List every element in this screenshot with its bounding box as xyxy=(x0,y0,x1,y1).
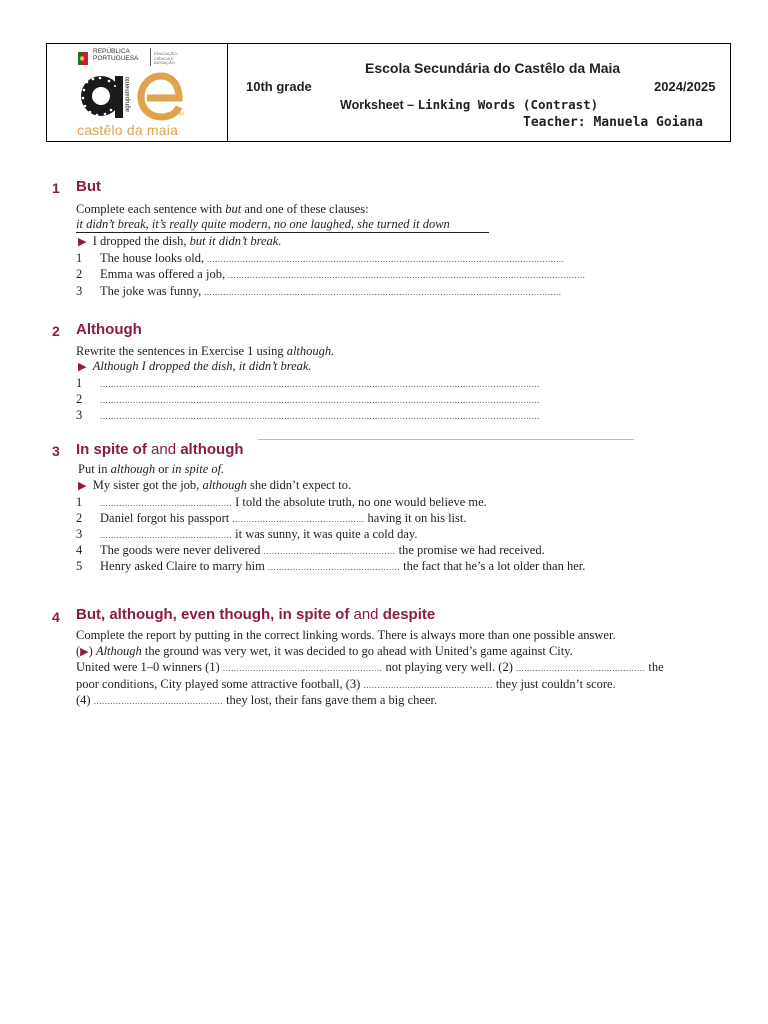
item-number: 2 xyxy=(76,511,83,525)
item-number: 1 xyxy=(76,376,83,390)
exercise-1-title: But xyxy=(76,178,101,195)
item-number: 4 xyxy=(76,543,83,557)
item-number: 1 xyxy=(76,495,83,509)
exercise-3-number: 3 xyxy=(52,443,60,459)
answer-blank[interactable]: ................................................ xyxy=(268,562,401,572)
exercise-3-example: ▶ My sister got the job, although she didn’t expect to. xyxy=(78,478,352,492)
answer-blank[interactable]: ................................................ xyxy=(100,498,232,508)
exercise-4-title: But, although, even though, in spite of and despite xyxy=(76,606,436,623)
item-number: 2 xyxy=(76,267,83,281)
item-number: 3 xyxy=(76,527,83,541)
blank-2[interactable]: ............................................... xyxy=(516,663,646,673)
list-item: Henry asked Claire to marry him ................................................ the fact that he’s a lot older than her. xyxy=(100,559,586,573)
answer-blank[interactable]: ................................................................................................................................................................ xyxy=(100,379,540,389)
exercise-2-title: Although xyxy=(76,321,142,338)
school-logo xyxy=(47,44,227,141)
item-number: 2 xyxy=(76,392,83,406)
exercise-3-instruction: Put in although or in spite of. xyxy=(78,462,225,476)
school-name: Escola Secundária do Castêlo da Maia xyxy=(365,60,621,76)
exercise-1-clauses: it didn’t break, it’s really quite modern, no one laughed, she turned it down xyxy=(76,217,450,231)
blank-4[interactable]: ............................................... xyxy=(93,696,223,706)
flag-icon xyxy=(78,52,88,65)
worksheet-title: Worksheet – Linking Words (Contrast) xyxy=(340,97,599,112)
answer-blank[interactable]: ................................................................................................................................................................ xyxy=(100,411,540,421)
gov-label: REPÚBLICA PORTUGUESA xyxy=(93,48,139,62)
exercise-1-instruction: Complete each sentence with but and one of these clauses: xyxy=(76,202,369,216)
svg-text:agrupamento: agrupamento xyxy=(125,76,131,112)
school-year: 2024/2025 xyxy=(654,79,716,94)
grade-label: 10th grade xyxy=(246,79,312,94)
exercise-4-instruction: Complete the report by putting in the correct linking words. There is always more than one possible answer. xyxy=(76,628,616,642)
answer-blank[interactable]: .................................................................................................................................. xyxy=(201,287,562,297)
blank-3[interactable]: ............................................... xyxy=(363,680,493,690)
report-line-2: poor conditions, City played some attractive football, (3) ............................................... they just couldn’t score. xyxy=(76,677,616,691)
answer-blank[interactable]: ................................................................................................................................................................ xyxy=(100,395,540,405)
item-number: 3 xyxy=(76,284,83,298)
item-number: 5 xyxy=(76,559,83,573)
list-item: The house looks old, .................................................................................................................................. xyxy=(100,251,565,265)
exercise-2-number: 2 xyxy=(52,323,60,339)
blank-1[interactable]: .......................................................... xyxy=(222,663,383,673)
answer-blank[interactable]: ................................................ xyxy=(232,514,365,524)
list-item: ................................................ I told the absolute truth, no one would believe me. xyxy=(100,495,487,509)
answer-blank[interactable]: .................................................................................................................................. xyxy=(225,270,586,280)
item-number: 1 xyxy=(76,251,83,265)
exercise-1-example: ▶ I dropped the dish, but it didn’t break. xyxy=(78,234,282,248)
list-item: Daniel forgot his passport ................................................ having it on his list. xyxy=(100,511,467,525)
ae-logo-icon xyxy=(75,70,195,122)
logo-text: castêlo da maia xyxy=(77,122,179,138)
teacher-name: Teacher: Manuela Goiana xyxy=(523,115,704,130)
item-number: 3 xyxy=(76,408,83,422)
arrow-icon: ▶ xyxy=(78,480,87,492)
exercise-4-number: 4 xyxy=(52,609,60,625)
header-table xyxy=(46,43,731,142)
list-item: The joke was funny, .................................................................................................................................. xyxy=(100,284,562,298)
list-item: The goods were never delivered ................................................ the promise we had received. xyxy=(100,543,545,557)
svg-text:escolas: escolas xyxy=(167,111,184,117)
exercise-2-example: ▶ Although I dropped the dish, it didn’t break. xyxy=(78,359,312,373)
exercise-2-instruction: Rewrite the sentences in Exercise 1 using although. xyxy=(76,344,335,358)
answer-blank[interactable]: ................................................ xyxy=(263,546,396,556)
list-item: Emma was offered a job, .................................................................................................................................. xyxy=(100,267,586,281)
exercise-4-example: (▶) Although the ground was very wet, it was decided to go ahead with United’s game against City. xyxy=(76,644,573,658)
answer-blank[interactable]: .................................................................................................................................. xyxy=(204,254,565,264)
arrow-icon: ▶ xyxy=(78,361,87,373)
arrow-icon: ▶ xyxy=(78,236,87,248)
exercise-1-number: 1 xyxy=(52,180,60,196)
report-line-1: United were 1–0 winners (1) .......................................................... not playing very well. (2) ............................................... the xyxy=(76,660,664,674)
report-line-3: (4) ............................................... they lost, their fans gave them a big cheer. xyxy=(76,693,438,707)
exercise-3-title: In spite of and although xyxy=(76,441,244,458)
gov-sub-label: EDUCAÇÃO, CIÊNCIA E INOVAÇÃO xyxy=(154,51,178,65)
list-item: ................................................ it was sunny, it was quite a cold day. xyxy=(100,527,418,541)
arrow-icon: ▶ xyxy=(80,646,89,658)
answer-blank[interactable]: ................................................ xyxy=(100,530,232,540)
